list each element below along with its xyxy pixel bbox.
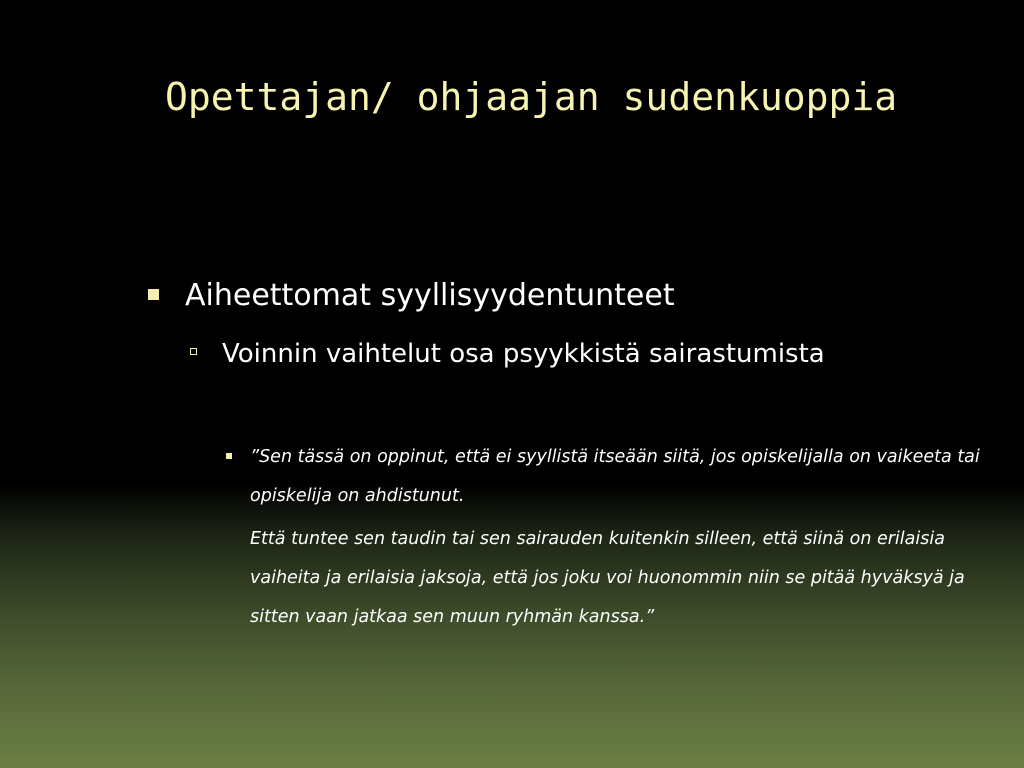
bullet-text: Aiheettomat syyllisyydentunteet — [185, 278, 675, 313]
quote-paragraph-2: Että tuntee sen taudin tai sen sairauden kuitenkin silleen, että siinä on erilaisia vaiheita ja erilaisia jaksoja, että jos joku voi huonommin niin se pitää hyväksyä ja sitten vaan jatkaa sen muun ryhmän kanssa.” — [250, 529, 965, 627]
quote-paragraph-1: ”Sen tässä on oppinut, että ei syyllistä itseään siitä, jos opiskelijalla on vaikeeta tai opiskelija on ahdistunut. — [250, 447, 980, 506]
sub-bullet-text: Voinnin vaihtelut osa psyykkistä sairastumista — [222, 339, 825, 369]
hollow-square-bullet-icon — [190, 348, 197, 355]
square-bullet-icon — [148, 289, 159, 300]
slide-title: Opettajan/ ohjaajan sudenkuoppia — [165, 75, 898, 119]
small-square-bullet-icon — [226, 453, 232, 459]
